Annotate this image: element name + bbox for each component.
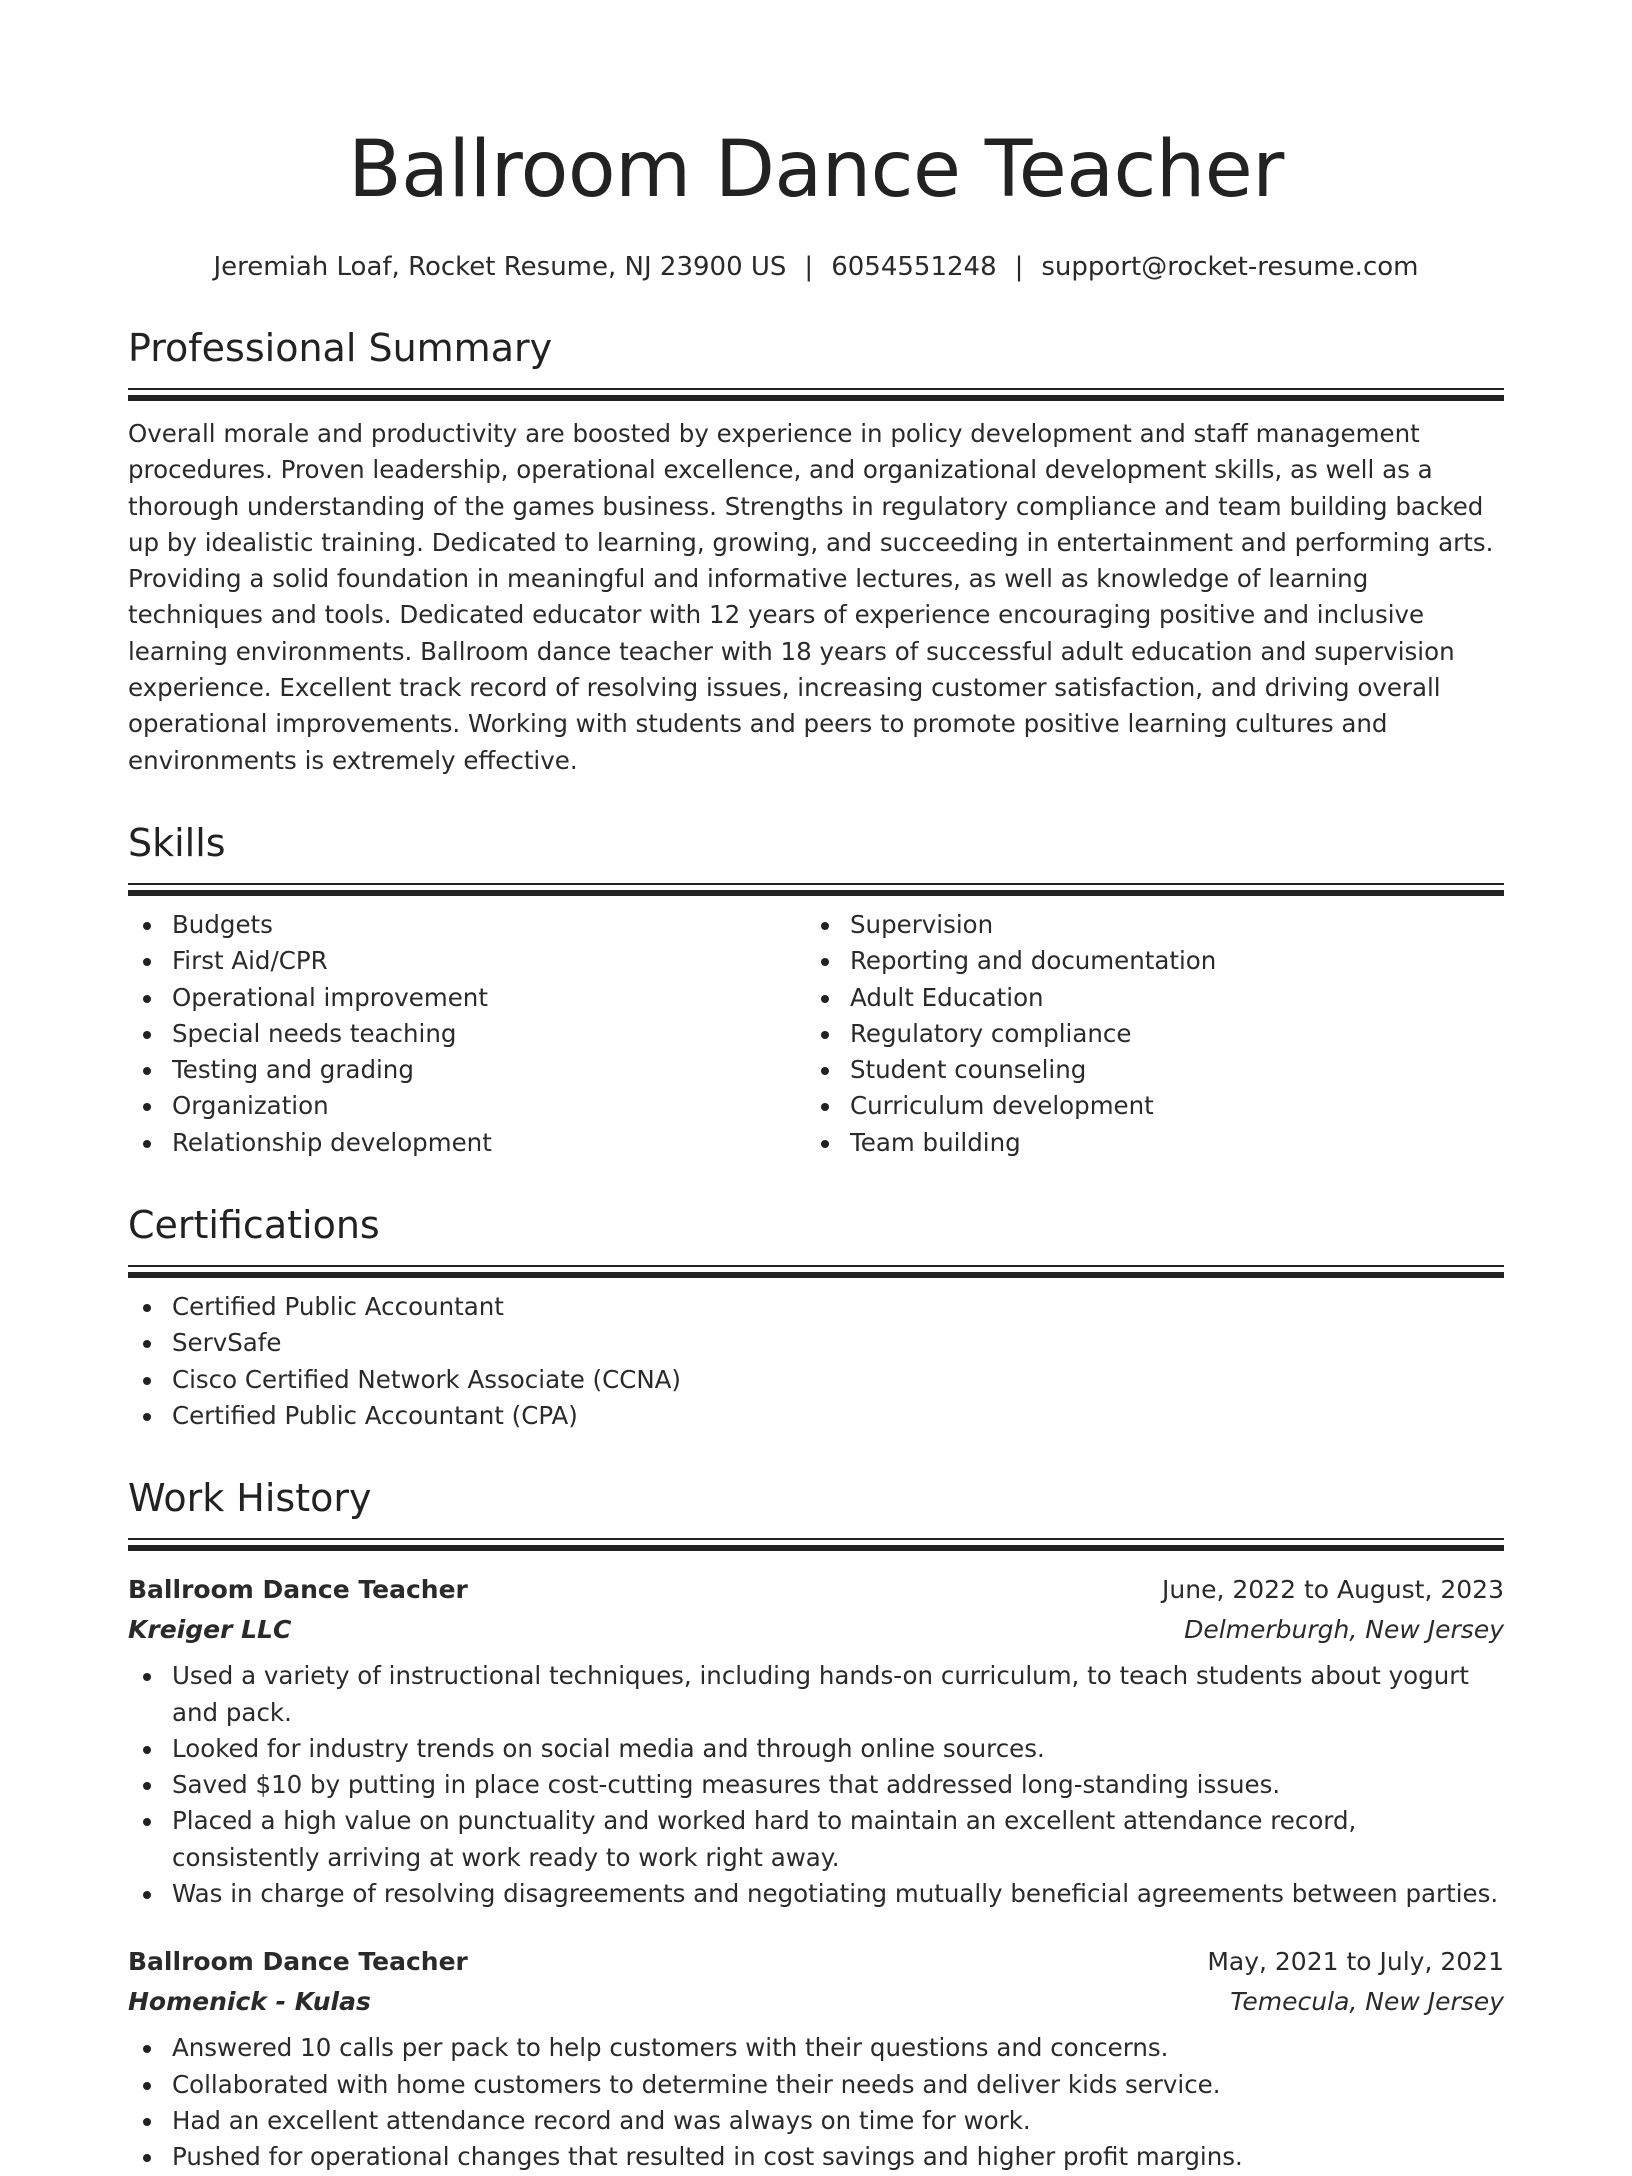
skills-list-right <box>806 907 1484 1161</box>
job-header-row <box>128 1570 1504 1610</box>
work-history-heading: Work History <box>128 1476 372 1521</box>
skills-column-left <box>128 907 806 1161</box>
contact-address: Jeremiah Loaf, Rocket Resume, NJ 23900 US <box>213 252 787 282</box>
skill-item: Operational improvement <box>128 980 806 1016</box>
skill-item: Organization <box>128 1088 806 1124</box>
skill-item: Student counseling <box>806 1052 1484 1088</box>
section-divider <box>128 388 1504 402</box>
summary-heading: Professional Summary <box>128 326 553 370</box>
contact-separator: | <box>804 252 814 282</box>
job-subheader-row <box>128 1982 1504 2022</box>
job-entry <box>128 1942 1504 2175</box>
job-duty-item: Answered 10 calls per pack to help customers with their questions and concerns. <box>128 2030 1504 2066</box>
section-divider <box>128 1265 1504 1279</box>
certification-item: Cisco Certified Network Associate (CCNA) <box>128 1362 1504 1398</box>
job-duties-list <box>128 1658 1504 1912</box>
skill-item: Team building <box>806 1125 1484 1161</box>
job-duties-list <box>128 2030 1504 2175</box>
contact-email: support@rocket-resume.com <box>1041 252 1419 282</box>
skills-heading: Skills <box>128 820 226 865</box>
resume-title: Ballroom Dance Teacher <box>348 125 1284 215</box>
skill-item: Regulatory compliance <box>806 1016 1484 1052</box>
job-duty-item: Had an excellent attendance record and was always on time for work. <box>128 2103 1504 2139</box>
skill-item: Curriculum development <box>806 1088 1484 1124</box>
certification-item: Certified Public Accountant <box>128 1289 1504 1325</box>
summary-text: Overall morale and productivity are boosted by experience in policy development and staff management procedures. Proven leadership, operational excellence, and organizational development skills, as well as a thorough understanding of the games business. Strengths in regulatory compliance and team building backed up by idealistic training. Dedicated to learning, growing, and succeeding in entertainment and performing arts. Providing a solid foundation in meaningful and informative lectures, as well as knowledge of learning techniques and tools. Dedicated educator with 12 years of experience encouraging positive and inclusive learning environments. Ballroom dance teacher with 18 years of successful adult education and supervision experience. Excellent track record of resolving issues, increasing customer satisfaction, and driving overall operational improvements. Working with students and peers to promote positive learning cultures and environments is extremely effective. <box>128 419 1494 775</box>
job-duty-item: Used a variety of instructional techniques, including hands-on curriculum, to teach students about yogurt and pack. <box>128 1658 1504 1731</box>
skill-item: Special needs teaching <box>128 1016 806 1052</box>
skills-grid <box>128 907 1504 1161</box>
skills-list-left <box>128 907 806 1161</box>
job-company: Kreiger LLC <box>128 1615 292 1645</box>
job-duty-item: Looked for industry trends on social media and through online sources. <box>128 1731 1504 1767</box>
skills-section-header <box>128 819 1504 897</box>
certifications-heading: Certifications <box>128 1203 380 1248</box>
skill-item: Relationship development <box>128 1125 806 1161</box>
job-dates: June, 2022 to August, 2023 <box>1162 1575 1504 1605</box>
job-company: Homenick - Kulas <box>128 1987 371 2017</box>
job-location: Delmerburgh, New Jersey <box>1184 1615 1504 1645</box>
job-location: Temecula, New Jersey <box>1230 1987 1504 2017</box>
section-divider <box>128 883 1504 897</box>
contact-phone: 6054551248 <box>831 252 997 282</box>
skill-item: Budgets <box>128 907 806 943</box>
contact-separator: | <box>1014 252 1024 282</box>
skill-item: Supervision <box>806 907 1484 943</box>
skill-item: Reporting and documentation <box>806 943 1484 979</box>
skill-item: Adult Education <box>806 980 1484 1016</box>
job-title: Ballroom Dance Teacher <box>128 1947 468 1977</box>
job-duty-item: Pushed for operational changes that resulted in cost savings and higher profit margins. <box>128 2139 1504 2175</box>
certifications-section-header <box>128 1201 1504 1279</box>
job-duty-item: Was in charge of resolving disagreements and negotiating mutually beneficial agreements between parties. <box>128 1876 1504 1912</box>
certifications-list <box>128 1289 1504 1434</box>
job-title: Ballroom Dance Teacher <box>128 1575 468 1605</box>
certification-item: Certified Public Accountant (CPA) <box>128 1398 1504 1434</box>
job-subheader-row <box>128 1610 1504 1650</box>
job-duty-item: Collaborated with home customers to determine their needs and deliver kids service. <box>128 2067 1504 2103</box>
skill-item: Testing and grading <box>128 1052 806 1088</box>
work-history-section-header <box>128 1474 1504 1552</box>
section-divider <box>128 1538 1504 1552</box>
job-dates: May, 2021 to July, 2021 <box>1207 1947 1504 1977</box>
certification-item: ServSafe <box>128 1325 1504 1361</box>
job-header-row <box>128 1942 1504 1982</box>
job-duty-item: Saved $10 by putting in place cost-cutting measures that addressed long-standing issues. <box>128 1767 1504 1803</box>
job-entry <box>128 1570 1504 1912</box>
skill-item: First Aid/CPR <box>128 943 806 979</box>
job-duty-item: Placed a high value on punctuality and worked hard to maintain an excellent attendance record, consistently arriving at work ready to work right away. <box>128 1803 1504 1876</box>
contact-line <box>128 250 1504 284</box>
skills-column-right <box>806 907 1484 1161</box>
summary-section-header <box>128 324 1504 402</box>
